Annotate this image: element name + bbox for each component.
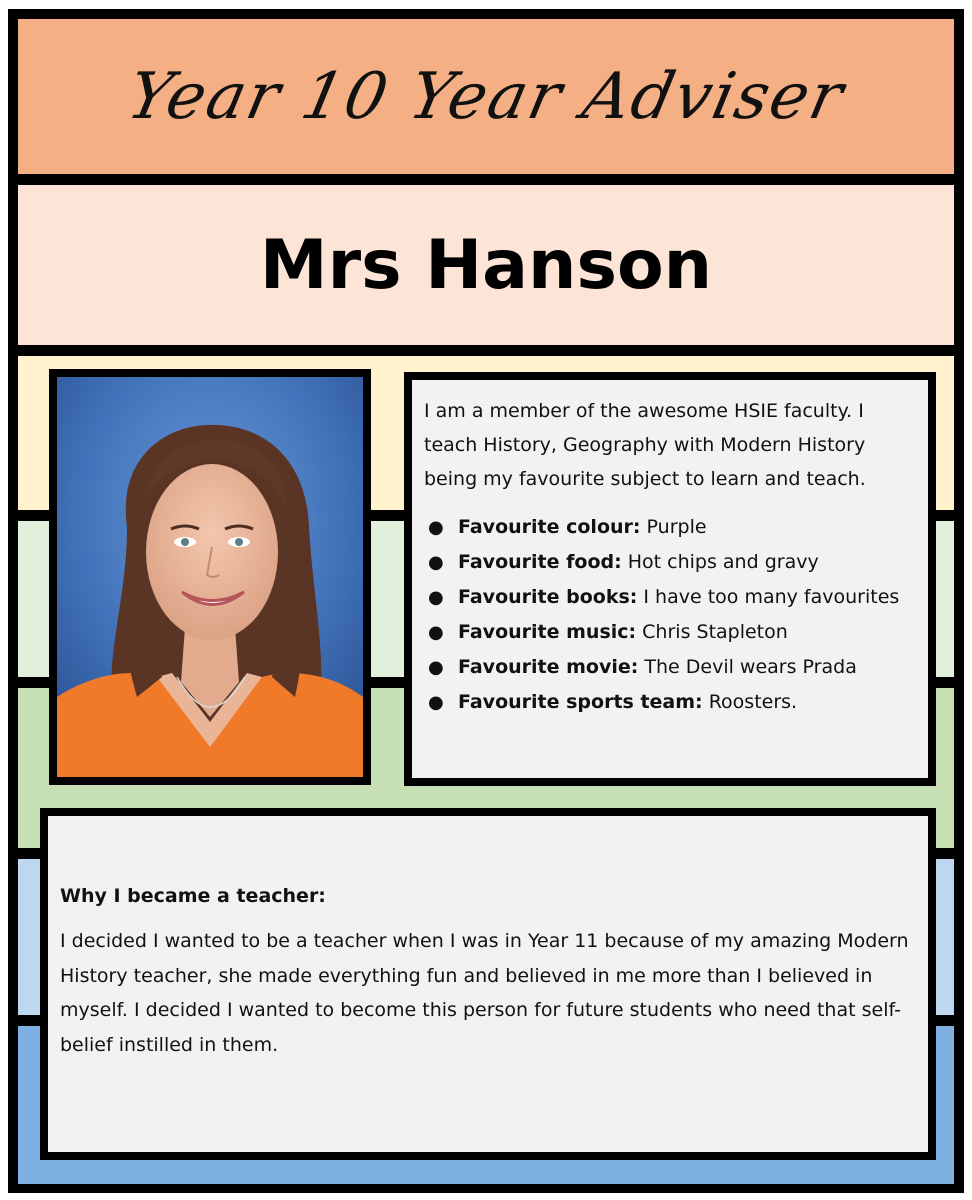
favourite-value: Hot chips and gravy [621, 551, 819, 573]
favourite-label: Favourite movie: [458, 656, 639, 678]
list-item [424, 580, 916, 615]
favourite-label: Favourite colour: [458, 516, 641, 538]
teacher-photo [57, 377, 363, 777]
bullet-icon: ● [428, 587, 444, 608]
bullet-icon: ● [428, 657, 444, 678]
why-box [40, 808, 936, 1160]
list-item [424, 545, 916, 580]
favourite-value: The Devil wears Prada [638, 656, 857, 678]
bullet-icon: ● [428, 517, 444, 538]
info-panel [412, 380, 928, 778]
why-panel [48, 816, 928, 1152]
favourite-value: Chris Stapleton [636, 621, 788, 643]
bullet-icon: ● [428, 552, 444, 573]
favourite-label: Favourite food: [458, 551, 622, 573]
header-band [18, 19, 954, 174]
why-text: I decided I wanted to be a teacher when I was in Year 11 because of my amazing Modern History teacher, she made everything fun and believed in me more than I believed in myself. I decided I wanted to become this person for future students who need that self-belief instilled in them. [60, 930, 909, 1056]
bullet-icon: ● [428, 692, 444, 713]
name-band [18, 185, 954, 345]
favourite-value: Roosters. [702, 691, 798, 713]
favourites-list [424, 510, 916, 720]
list-item [424, 650, 916, 685]
list-item [424, 685, 916, 720]
list-item [424, 510, 916, 545]
intro-text: I am a member of the awesome HSIE faculty. I teach History, Geography with Modern History being my favourite subject to learn and teach. [424, 400, 866, 490]
info-box [404, 372, 936, 786]
page-title: Year 10 Year Adviser [121, 59, 851, 134]
favourite-value: Purple [640, 516, 707, 538]
list-item [424, 615, 916, 650]
teacher-name: Mrs Hanson [259, 225, 713, 305]
favourite-value: I have too many favourites [637, 586, 900, 608]
portrait-illustration [57, 377, 363, 777]
favourite-label: Favourite music: [458, 621, 637, 643]
photo-frame [49, 369, 371, 785]
bullet-icon: ● [428, 622, 444, 643]
favourite-label: Favourite sports team: [458, 691, 703, 713]
favourite-label: Favourite books: [458, 586, 638, 608]
why-heading: Why I became a teacher: [60, 885, 326, 907]
